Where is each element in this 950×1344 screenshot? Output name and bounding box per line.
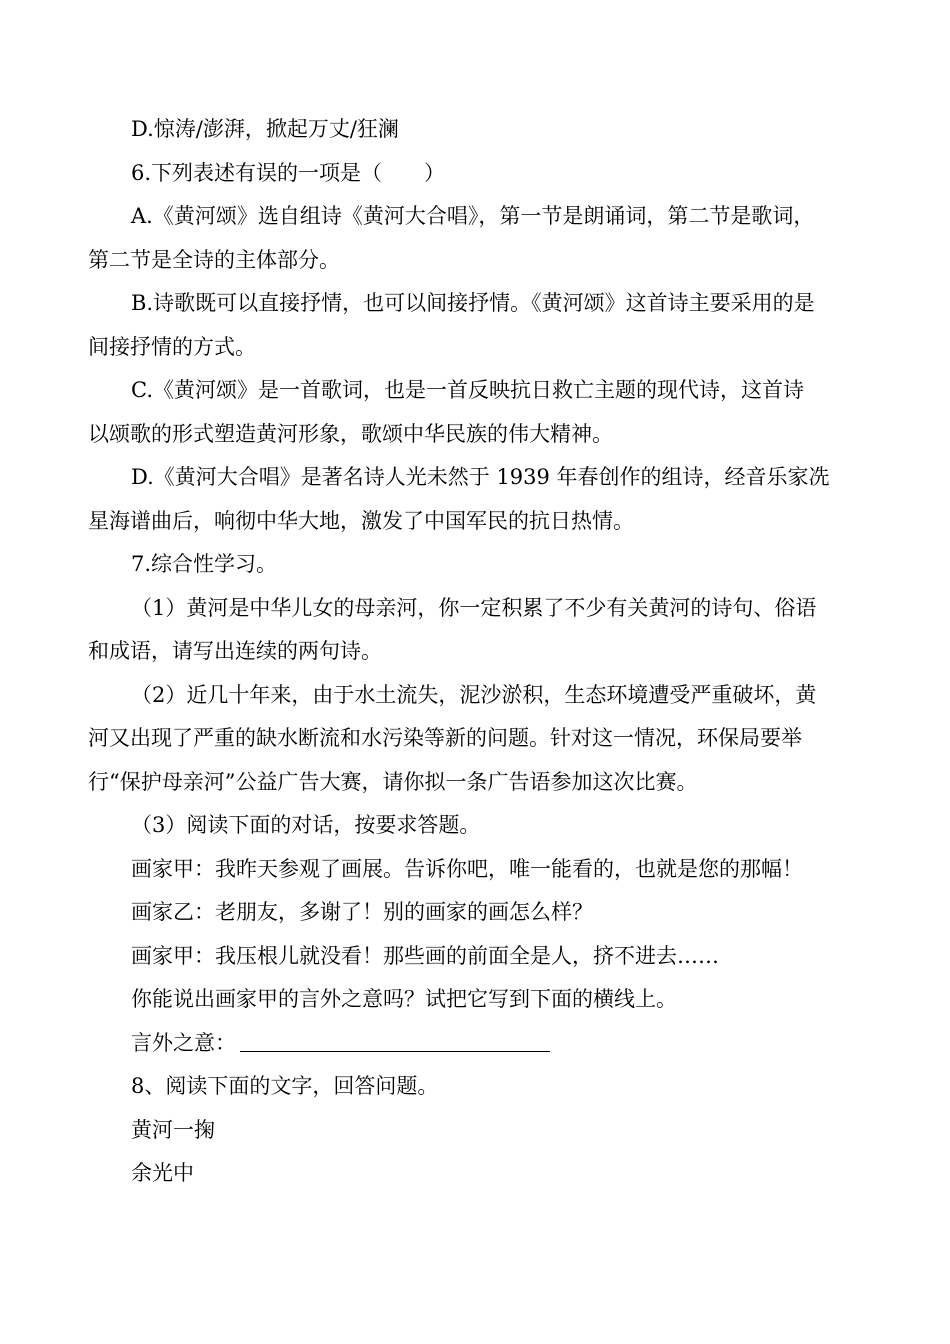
option-a-line2: 第二节是全诗的主体部分。 — [88, 247, 340, 272]
q7-part1-line2: 和成语，请写出连续的两句诗。 — [88, 639, 382, 663]
option-b-line1: B.诗歌既可以直接抒情，也可以间接抒情。《黄河颂》这首诗主要采用的是 — [131, 291, 815, 315]
q7-part3-stem: （3）阅读下面的对话，按要求答题。 — [131, 813, 481, 837]
document-body — [88, 108, 858, 1196]
dialogue-line-2: 画家乙：老朋友，多谢了！别的画家的画怎么样？ — [131, 900, 593, 924]
q7-part3-prompt: 你能说出画家甲的言外之意吗？试把它写到下面的横线上。 — [131, 987, 677, 1011]
question-6-stem: 6.下列表述有误的一项是（ ） — [131, 160, 446, 185]
dialogue-line-3: 画家甲：我压根儿就没看！那些画的前面全是人，挤不进去…… — [131, 943, 719, 968]
question-7-stem: 7.综合性学习。 — [131, 552, 278, 576]
q7-part2-line3: 行“保护母亲河”公益广告大赛，请你拟一条广告语参加这次比赛。 — [88, 769, 698, 794]
answer-blank[interactable] — [240, 1031, 550, 1052]
option-c-line1: C.《黄河颂》是一首歌词，也是一首反映抗日救亡主题的现代诗，这首诗 — [131, 378, 804, 402]
option-d-q5: D.惊涛/澎湃，掀起万丈/狂澜 — [131, 117, 399, 141]
answer-line — [88, 1022, 858, 1066]
option-a-line1: A.《黄河颂》选自组诗《黄河大合唱》，第一节是朗诵词，第二节是歌词， — [131, 204, 815, 228]
q7-part1-line1: （1）黄河是中华儿女的母亲河，你一定积累了不少有关黄河的诗句、俗语 — [131, 595, 817, 620]
answer-label: 言外之意： — [131, 1030, 236, 1055]
option-c-line2: 以颂歌的形式塑造黄河形象，歌颂中华民族的伟大精神。 — [88, 421, 613, 446]
question-8-stem: 8、阅读下面的文字，回答问题。 — [131, 1074, 439, 1098]
option-b-line2: 间接抒情的方式。 — [88, 334, 256, 359]
passage-author: 余光中 — [131, 1161, 194, 1185]
option-d-line1: D.《黄河大合唱》是著名诗人光未然于 1939 年春创作的组诗，经音乐家冼 — [131, 465, 830, 489]
q7-part2-line1: （2）近几十年来，由于水土流失，泥沙淤积，生态环境遭受严重破坏，黄 — [131, 682, 817, 707]
q7-part2-line2: 河又出现了严重的缺水断流和水污染等新的问题。针对这一情况，环保局要举 — [88, 726, 802, 750]
dialogue-line-1: 画家甲：我昨天参观了画展。告诉你吧，唯一能看的，也就是您的那幅！ — [131, 856, 803, 881]
passage-title: 黄河一掬 — [131, 1117, 215, 1142]
option-d-line2: 星海谱曲后，响彻中华大地，激发了中国军民的抗日热情。 — [88, 508, 634, 533]
